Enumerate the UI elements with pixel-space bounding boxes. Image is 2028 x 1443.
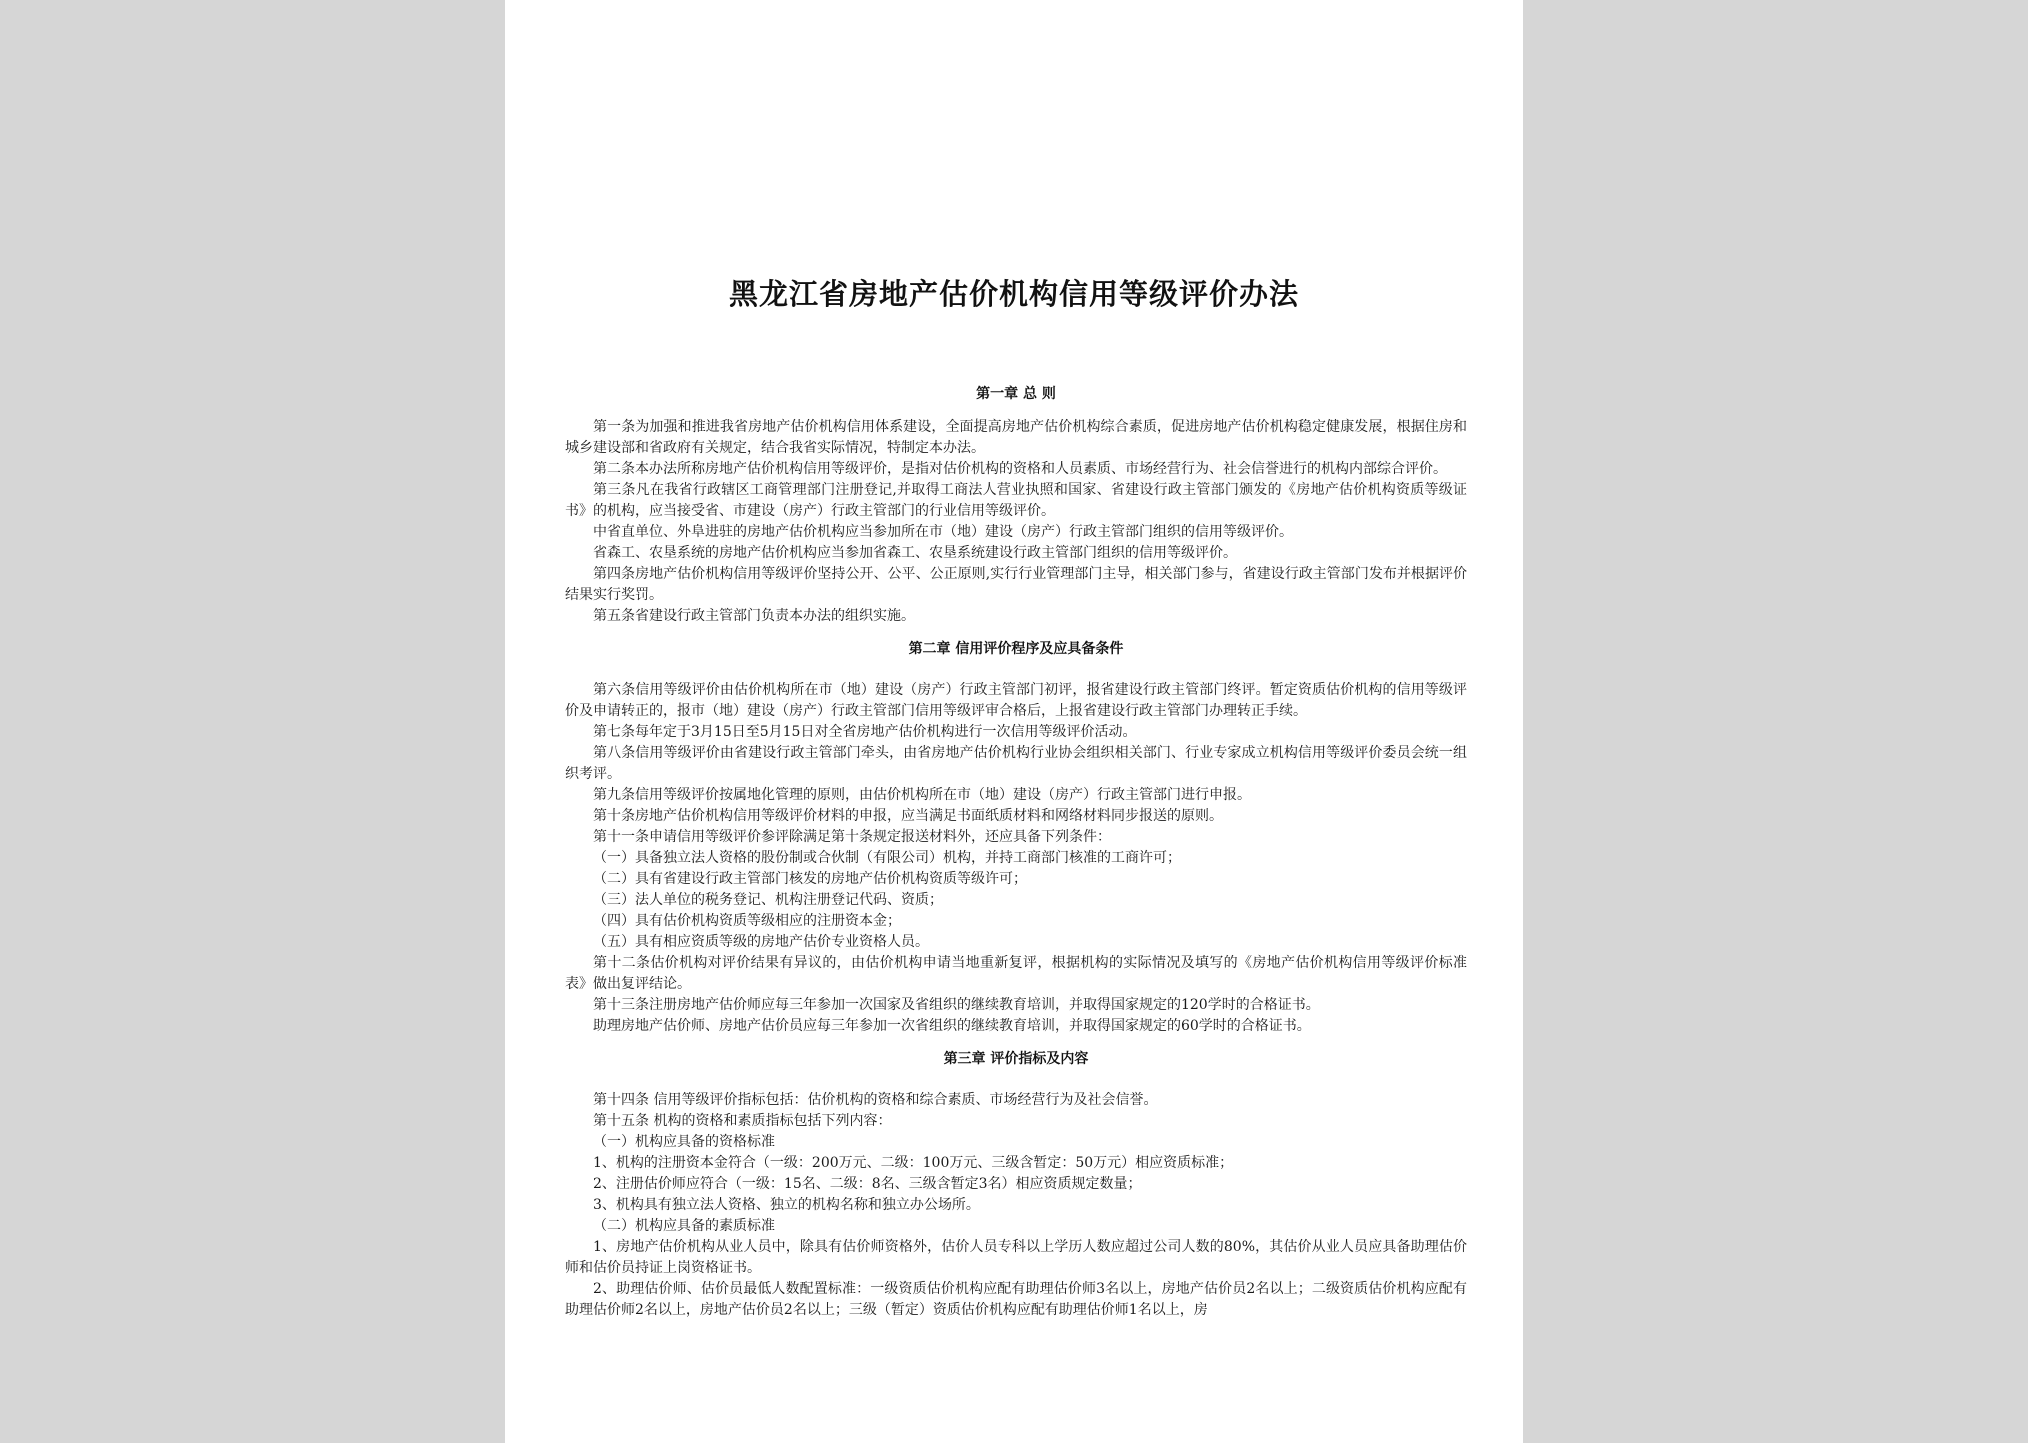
paragraph: 1、机构的注册资本金符合（一级：200万元、二级：100万元、三级含暂定：50万元）相应资质标准； (593, 1155, 1234, 1171)
paragraph: 第十条房地产估价机构信用等级评价材料的申报，应当满足书面纸质材料和网络材料同步报送的原则。 (593, 808, 1223, 824)
paragraph: 第四条房地产估价机构信用等级评价坚持公开、公平、公正原则,实行行业管理部门主导，相关部门参与，省建设行政主管部门发布并根据评价结果实行奖罚。 (565, 566, 1467, 603)
paragraph: 第二条本办法所称房地产估价机构信用等级评价，是指对估价机构的资格和人员素质、市场经营行为、社会信誉进行的机构内部综合评价。 (593, 461, 1447, 477)
paragraph: 第三条凡在我省行政辖区工商管理部门注册登记,并取得工商法人营业执照和国家、省建设行政主管部门颁发的《房地产估价机构资质等级证书》的机构，应当接受省、市建设（房产）行政主管部门的行业信用等级评价。 (565, 482, 1467, 519)
paragraph: 第十五条 机构的资格和素质指标包括下列内容： (593, 1113, 892, 1129)
paragraph: 省森工、农垦系统的房地产估价机构应当参加省森工、农垦系统建设行政主管部门组织的信用等级评价。 (593, 545, 1237, 561)
chapter-heading: 第一章 总 则 (976, 386, 1056, 402)
paragraph: 助理房地产估价师、房地产估价员应每三年参加一次省组织的继续教育培训，并取得国家规定的60学时的合格证书。 (593, 1018, 1311, 1034)
paragraph: 第五条省建设行政主管部门负责本办法的组织实施。 (593, 608, 915, 624)
list-item: （一）具备独立法人资格的股份制或合伙制（有限公司）机构，并持工商部门核准的工商许可； (593, 850, 1181, 866)
document-title: 黑龙江省房地产估价机构信用等级评价办法 (728, 277, 1299, 311)
list-item: （一）机构应具备的资格标准 (593, 1134, 775, 1150)
paragraph: 1、房地产估价机构从业人员中，除具有估价师资格外，估价人员专科以上学历人数应超过公司人数的80%，其估价从业人员应具备助理估价师和估价员持证上岗资格证书。 (565, 1239, 1467, 1276)
chapter-heading: 第三章 评价指标及内容 (943, 1051, 1089, 1067)
list-item: （二）具有省建设行政主管部门核发的房地产估价机构资质等级许可； (593, 871, 1027, 887)
paragraph: 第十三条注册房地产估价师应每三年参加一次国家及省组织的继续教育培训，并取得国家规定的120学时的合格证书。 (593, 997, 1320, 1013)
chapter-heading: 第二章 信用评价程序及应具备条件 (908, 641, 1124, 657)
paragraph: 第十四条 信用等级评价指标包括：估价机构的资格和综合素质、市场经营行为及社会信誉。 (593, 1092, 1158, 1108)
paragraph: 2、助理估价师、估价员最低人数配置标准：一级资质估价机构应配有助理估价师3名以上，房地产估价员2名以上；二级资质估价机构应配有助理估价师2名以上，房地产估价员2名以上；三级（暂定）资质估价机构应配有助理估价师1名以上，房 (565, 1281, 1467, 1318)
paragraph: 第六条信用等级评价由估价机构所在市（地）建设（房产）行政主管部门初评，报省建设行政主管部门终评。暂定资质估价机构的信用等级评价及申请转正的，报市（地）建设（房产）行政主管部门信用等级评审合格后，上报省建设行政主管部门办理转正手续。 (565, 682, 1467, 719)
paragraph: 第十一条申请信用等级评价参评除满足第十条规定报送材料外，还应具备下列条件： (593, 829, 1111, 845)
list-item: （三）法人单位的税务登记、机构注册登记代码、资质； (593, 892, 943, 908)
paragraph: 第十二条估价机构对评价结果有异议的，由估价机构申请当地重新复评，根据机构的实际情况及填写的《房地产估价机构信用等级评价标准表》做出复评结论。 (565, 955, 1467, 992)
document-page (505, 0, 1523, 1443)
paragraph: 第一条为加强和推进我省房地产估价机构信用体系建设，全面提高房地产估价机构综合素质，促进房地产估价机构稳定健康发展，根据住房和城乡建设部和省政府有关规定，结合我省实际情况，特制定本办法。 (565, 419, 1467, 456)
paragraph: 第八条信用等级评价由省建设行政主管部门牵头，由省房地产估价机构行业协会组织相关部门、行业专家成立机构信用等级评价委员会统一组织考评。 (565, 745, 1467, 782)
list-item: （五）具有相应资质等级的房地产估价专业资格人员。 (593, 934, 929, 950)
list-item: （四）具有估价机构资质等级相应的注册资本金； (593, 913, 901, 929)
paragraph: 2、注册估价师应符合（一级：15名、二级：8名、三级含暂定3名）相应资质规定数量； (593, 1176, 1142, 1192)
paragraph: 第九条信用等级评价按属地化管理的原则，由估价机构所在市（地）建设（房产）行政主管部门进行申报。 (593, 787, 1251, 803)
paragraph: 第七条每年定于3月15日至5月15日对全省房地产估价机构进行一次信用等级评价活动。 (593, 724, 1137, 740)
document-body (565, 384, 1467, 1321)
paragraph: 中省直单位、外阜进驻的房地产估价机构应当参加所在市（地）建设（房产）行政主管部门组织的信用等级评价。 (593, 524, 1293, 540)
list-item: （二）机构应具备的素质标准 (593, 1218, 775, 1234)
paragraph: 3、机构具有独立法人资格、独立的机构名称和独立办公场所。 (593, 1197, 980, 1213)
